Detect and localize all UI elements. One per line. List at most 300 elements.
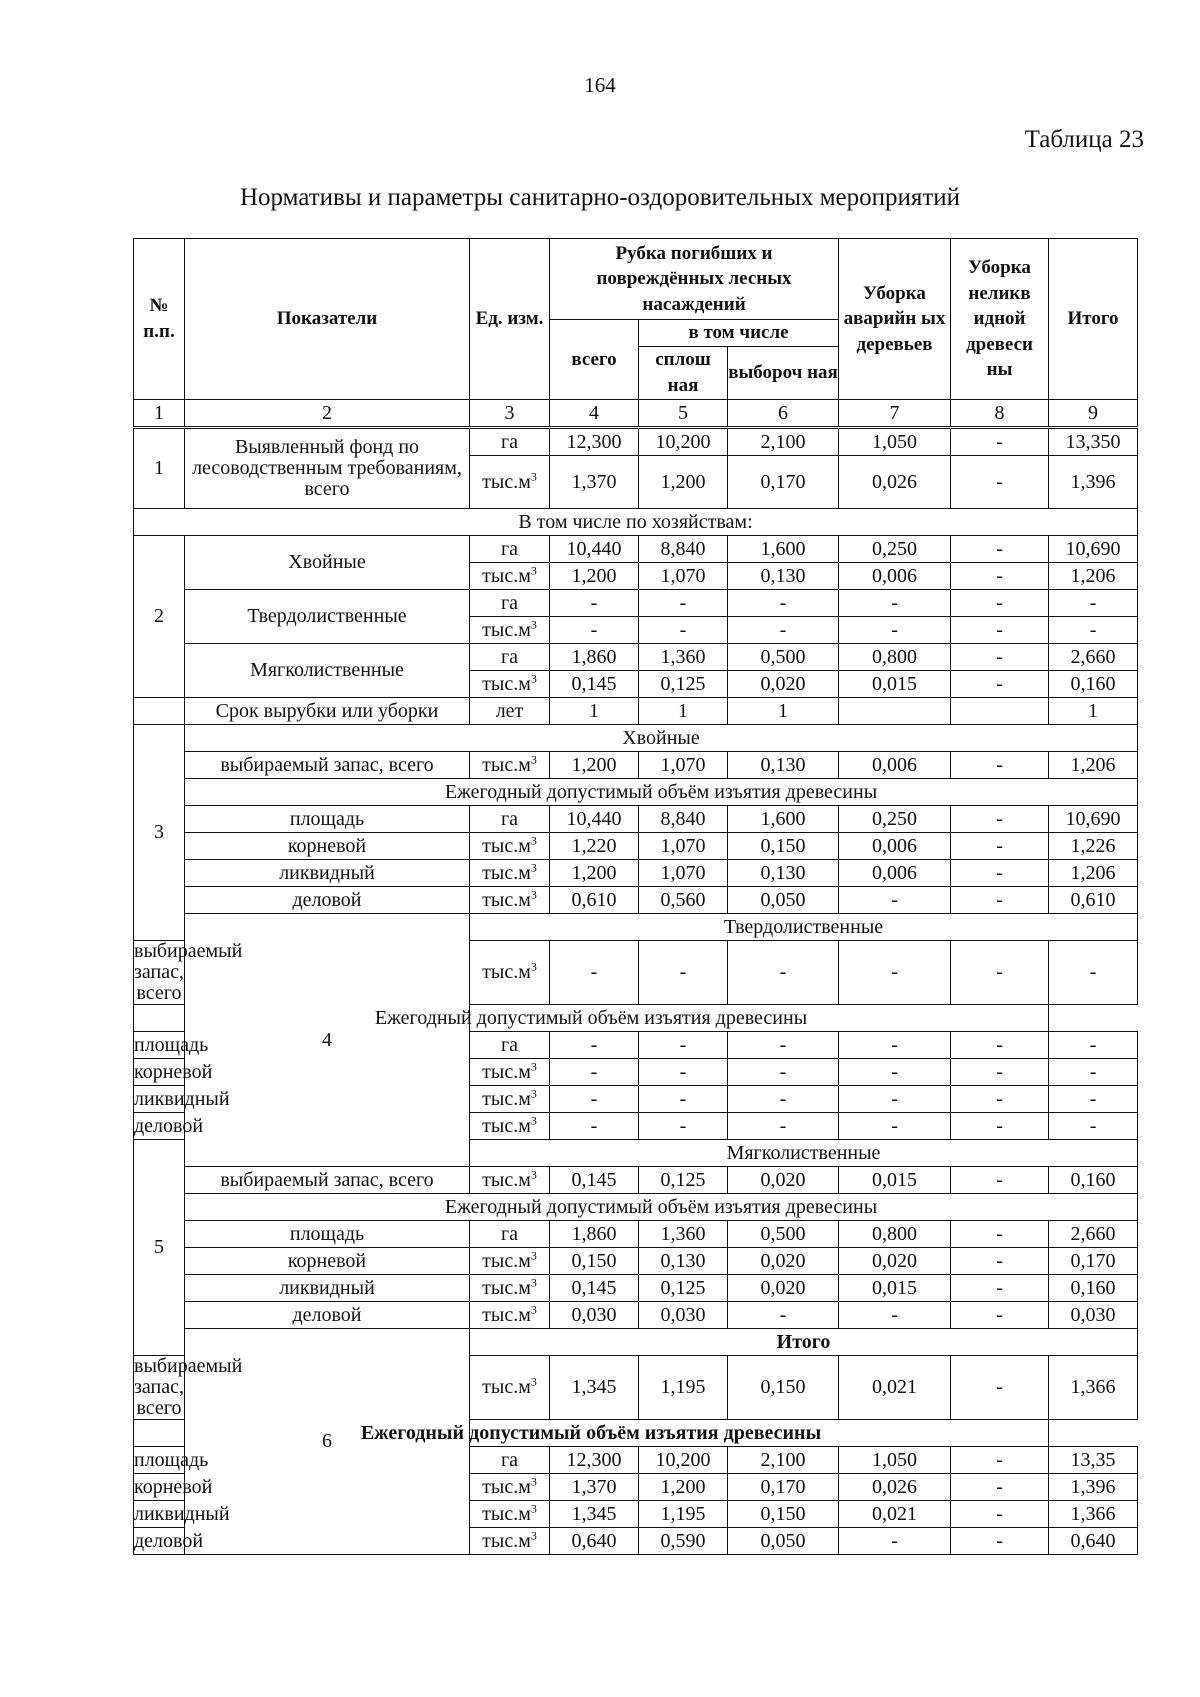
value-cell: 0,500 [728, 644, 839, 671]
value-cell: 1,600 [728, 806, 839, 833]
row-label-cell: деловой [134, 1113, 185, 1140]
value-cell: 1,860 [550, 644, 639, 671]
unit-cell: га [470, 1221, 550, 1248]
value-cell: 0,160 [1049, 1275, 1138, 1302]
value-cell: 1,396 [1049, 1474, 1138, 1501]
row-label-cell: выбираемый запас, всего [185, 752, 470, 779]
value-cell: - [1049, 1113, 1138, 1140]
value-cell: - [951, 860, 1049, 887]
document-title: Нормативы и параметры санитарно-оздоровительных мероприятий [239, 184, 961, 211]
unit-cell [470, 833, 550, 860]
value-cell: - [951, 456, 1049, 509]
value-cell: - [728, 1113, 839, 1140]
row-label-cell: Срок вырубки или уборки [185, 698, 470, 725]
value-cell: - [1049, 617, 1138, 644]
unit-cell [470, 617, 550, 644]
table-row [134, 1302, 1138, 1329]
value-cell: - [951, 1059, 1049, 1086]
unit-cell: га [470, 644, 550, 671]
col-header-unit: Ед. изм. [470, 239, 550, 400]
value-cell: - [951, 1528, 1049, 1555]
value-cell: - [839, 1113, 951, 1140]
value-cell: - [951, 428, 1049, 456]
value-cell: 1 [639, 698, 728, 725]
value-cell: 0,800 [839, 644, 951, 671]
value-cell: 12,300 [550, 428, 639, 456]
value-cell: - [550, 1059, 639, 1086]
section-header-cell: В том числе по хозяйствам: [134, 509, 1138, 536]
unit-superscript: 3 [530, 1274, 537, 1289]
section-subtitle-row [134, 1420, 1138, 1447]
value-cell: 13,35 [1049, 1447, 1138, 1474]
unit-text: тыс.м [482, 1060, 531, 1083]
value-cell: - [951, 806, 1049, 833]
unit-superscript: 3 [530, 886, 537, 901]
value-cell: 0,170 [728, 456, 839, 509]
unit-cell [470, 1086, 550, 1113]
value-cell: - [951, 644, 1049, 671]
value-cell: - [639, 1032, 728, 1059]
value-cell: 0,050 [728, 887, 839, 914]
unit-superscript: 3 [530, 1247, 537, 1262]
row-label-cell: ликвидный [185, 1275, 470, 1302]
value-cell: 0,030 [1049, 1302, 1138, 1329]
table-row [134, 428, 1138, 456]
row-label-cell: деловой [185, 1302, 470, 1329]
value-cell: - [728, 1086, 839, 1113]
section-header-row [134, 509, 1138, 536]
unit-cell: га [470, 806, 550, 833]
table-row [134, 1167, 1138, 1194]
row-number-cell: 5 [134, 1140, 185, 1356]
value-cell: 0,130 [639, 1248, 728, 1275]
value-cell: 0,130 [728, 752, 839, 779]
unit-text: тыс.м [482, 1502, 531, 1525]
value-cell: 1 [1049, 698, 1138, 725]
value-cell: 1,860 [550, 1221, 639, 1248]
value-cell: 0,640 [550, 1528, 639, 1555]
value-cell: 0,006 [839, 563, 951, 590]
value-cell: 0,020 [728, 1248, 839, 1275]
value-cell: - [951, 941, 1049, 1005]
value-cell: 0,015 [839, 1167, 951, 1194]
column-number-cell: 7 [839, 400, 951, 428]
column-number-cell: 2 [185, 400, 470, 428]
section-title-row [134, 1329, 1138, 1356]
value-cell: 12,300 [550, 1447, 639, 1474]
value-cell: - [1049, 1032, 1138, 1059]
row-number-cell: 6 [185, 1329, 470, 1555]
value-cell: 1,195 [639, 1356, 728, 1420]
table-row [134, 806, 1138, 833]
value-cell: - [839, 1528, 951, 1555]
value-cell: - [951, 1275, 1049, 1302]
table-body [134, 400, 1138, 1555]
value-cell: - [951, 833, 1049, 860]
column-number-cell: 9 [1049, 400, 1138, 428]
norms-table [133, 238, 1138, 1555]
value-cell [951, 698, 1049, 725]
value-cell: 10,690 [1049, 806, 1138, 833]
value-cell: 1,345 [550, 1501, 639, 1528]
value-cell: 0,030 [639, 1302, 728, 1329]
section-title-row [134, 914, 1138, 941]
value-cell: - [839, 1059, 951, 1086]
row-label-cell: ликвидный [185, 860, 470, 887]
value-cell: 1,226 [1049, 833, 1138, 860]
value-cell: 1,370 [550, 456, 639, 509]
value-cell: 1,070 [639, 833, 728, 860]
row-label-cell: корневой [134, 1474, 185, 1501]
row-label-cell: выбираемый запас, всего [185, 1167, 470, 1194]
section-title-row [134, 725, 1138, 752]
value-cell: 0,006 [839, 752, 951, 779]
row-label-cell: Мягколиственные [185, 644, 470, 698]
value-cell: - [550, 1032, 639, 1059]
value-cell: 1,345 [550, 1356, 639, 1420]
value-cell: - [839, 617, 951, 644]
value-cell: 0,020 [728, 671, 839, 698]
column-number-cell: 4 [550, 400, 639, 428]
value-cell: 0,150 [728, 1356, 839, 1420]
unit-superscript: 3 [530, 616, 537, 631]
value-cell: - [728, 590, 839, 617]
value-cell: 2,100 [728, 428, 839, 456]
table-row [134, 644, 1138, 671]
table-row [134, 833, 1138, 860]
row-number-cell: 4 [185, 914, 470, 1167]
value-cell: - [550, 941, 639, 1005]
value-cell: 0,026 [839, 456, 951, 509]
table-row [134, 1221, 1138, 1248]
value-cell: 1,070 [639, 563, 728, 590]
header-row-1 [134, 239, 1138, 320]
value-cell: 8,840 [639, 536, 728, 563]
section-title-cell: Итого [470, 1329, 1138, 1356]
section-subtitle-row [134, 1194, 1138, 1221]
value-cell: 0,021 [839, 1501, 951, 1528]
value-cell: 0,800 [839, 1221, 951, 1248]
value-cell: 1,366 [1049, 1501, 1138, 1528]
value-cell: 0,160 [1049, 671, 1138, 698]
col-header-total: всего [550, 320, 639, 400]
unit-cell [470, 671, 550, 698]
value-cell: 0,160 [1049, 1167, 1138, 1194]
table-row [134, 1248, 1138, 1275]
value-cell: 0,020 [728, 1167, 839, 1194]
value-cell: - [1049, 590, 1138, 617]
table-row [134, 860, 1138, 887]
value-cell: 10,440 [550, 536, 639, 563]
value-cell: - [550, 1113, 639, 1140]
value-cell: 1,206 [1049, 860, 1138, 887]
value-cell: - [728, 1032, 839, 1059]
value-cell: 1,396 [1049, 456, 1138, 509]
row-label-cell: площадь [185, 1221, 470, 1248]
value-cell: 0,610 [1049, 887, 1138, 914]
value-cell: 0,006 [839, 860, 951, 887]
section-title-cell: Хвойные [185, 725, 1138, 752]
col-header-illiquid: Уборка неликв идной древеси ны [951, 239, 1049, 400]
unit-cell [470, 1302, 550, 1329]
value-cell: 0,125 [639, 1275, 728, 1302]
unit-text: тыс.м [482, 1276, 531, 1299]
row-label-cell: выбираемый запас, всего [134, 1355, 243, 1419]
value-cell: - [951, 1032, 1049, 1059]
unit-cell [470, 1059, 550, 1086]
value-cell: - [951, 1086, 1049, 1113]
value-cell: 0,030 [550, 1302, 639, 1329]
col-header-num: № п.п. [134, 239, 185, 400]
table-row [134, 752, 1138, 779]
unit-superscript: 3 [530, 1085, 537, 1100]
col-header-selective: выбороч ная [728, 347, 839, 400]
unit-cell: га [470, 1032, 550, 1059]
unit-cell [470, 1356, 550, 1420]
value-cell: - [639, 590, 728, 617]
table-label: Таблица 23 [1024, 126, 1144, 153]
col-header-incl: в том числе [639, 320, 839, 347]
table-row [134, 1275, 1138, 1302]
value-cell: - [951, 590, 1049, 617]
unit-superscript: 3 [530, 1473, 537, 1488]
value-cell: - [639, 941, 728, 1005]
unit-cell [470, 860, 550, 887]
unit-cell: га [470, 590, 550, 617]
value-cell: - [951, 1501, 1049, 1528]
value-cell: 1,050 [839, 1447, 951, 1474]
column-number-cell: 5 [639, 400, 728, 428]
value-cell: 0,021 [839, 1356, 951, 1420]
value-cell: 1,366 [1049, 1356, 1138, 1420]
value-cell: 0,026 [839, 1474, 951, 1501]
unit-text: тыс.м [482, 1529, 531, 1552]
column-number-cell: 6 [728, 400, 839, 428]
value-cell: 0,125 [639, 671, 728, 698]
value-cell: - [639, 1113, 728, 1140]
value-cell: 0,610 [550, 887, 639, 914]
value-cell: 10,440 [550, 806, 639, 833]
value-cell: - [951, 1113, 1049, 1140]
value-cell: 1,200 [639, 1474, 728, 1501]
row-label-cell: ликвидный [134, 1086, 185, 1113]
value-cell: - [951, 1221, 1049, 1248]
value-cell: 0,640 [1049, 1528, 1138, 1555]
unit-text: тыс.м [482, 618, 531, 641]
value-cell: - [839, 887, 951, 914]
value-cell: 1,206 [1049, 563, 1138, 590]
unit-text: тыс.м [482, 753, 531, 776]
row-label-cell: Выявленный фонд по лесоводственным требованиям, всего [185, 428, 470, 509]
column-number-cell: 1 [134, 400, 185, 428]
unit-cell [470, 1248, 550, 1275]
unit-cell [470, 1167, 550, 1194]
row-label-cell: корневой [185, 1248, 470, 1275]
value-cell: - [1049, 1059, 1138, 1086]
value-cell: 2,660 [1049, 1221, 1138, 1248]
row-number-cell: 1 [134, 428, 185, 509]
unit-text: тыс.м [482, 1475, 531, 1498]
unit-cell [470, 941, 550, 1005]
unit-superscript: 3 [530, 468, 537, 483]
value-cell: 1,360 [639, 1221, 728, 1248]
value-cell: 1 [728, 698, 839, 725]
section-subtitle-cell: Ежегодный допустимый объём изъятия древесины [185, 779, 1138, 806]
value-cell: 1,200 [550, 563, 639, 590]
unit-superscript: 3 [530, 1527, 537, 1542]
unit-superscript: 3 [530, 832, 537, 847]
value-cell: - [951, 1474, 1049, 1501]
value-cell: 1,370 [550, 1474, 639, 1501]
value-cell: 1,600 [728, 536, 839, 563]
value-cell: 0,015 [839, 1275, 951, 1302]
unit-superscript: 3 [530, 1112, 537, 1127]
column-number-row [134, 400, 1138, 428]
table-row [134, 536, 1138, 563]
unit-cell [470, 1501, 550, 1528]
value-cell: 0,020 [728, 1275, 839, 1302]
value-cell: - [728, 1059, 839, 1086]
unit-superscript: 3 [530, 1374, 537, 1389]
value-cell: 1 [550, 698, 639, 725]
value-cell: - [550, 617, 639, 644]
col-header-sum: Итого [1049, 239, 1138, 400]
unit-superscript: 3 [530, 859, 537, 874]
unit-cell [470, 456, 550, 509]
row-label-cell: деловой [134, 1528, 185, 1555]
unit-cell [470, 887, 550, 914]
value-cell: 1,200 [550, 752, 639, 779]
unit-cell: га [470, 1447, 550, 1474]
row-number-cell [134, 698, 185, 725]
value-cell: 1,050 [839, 428, 951, 456]
value-cell: 0,145 [550, 1167, 639, 1194]
column-number-cell: 8 [951, 400, 1049, 428]
unit-text: тыс.м [482, 564, 531, 587]
value-cell: 1,206 [1049, 752, 1138, 779]
value-cell: 0,150 [728, 1501, 839, 1528]
value-cell: 10,200 [639, 428, 728, 456]
section-subtitle-row [134, 779, 1138, 806]
value-cell: 1,200 [550, 860, 639, 887]
unit-cell [470, 752, 550, 779]
unit-cell [470, 563, 550, 590]
value-cell: - [839, 1086, 951, 1113]
section-subtitle-cell: Ежегодный допустимый объём изъятия древесины [134, 1420, 1049, 1447]
unit-text: тыс.м [482, 672, 531, 695]
unit-superscript: 3 [530, 562, 537, 577]
value-cell: - [951, 671, 1049, 698]
value-cell: 0,130 [728, 860, 839, 887]
value-cell: 0,170 [1049, 1248, 1138, 1275]
value-cell: 1,195 [639, 1501, 728, 1528]
unit-cell [470, 1113, 550, 1140]
value-cell: 0,145 [550, 1275, 639, 1302]
col-header-felling: Рубка погибших и повреждённых лесных насаждений [550, 239, 839, 320]
value-cell: - [728, 941, 839, 1005]
unit-text: тыс.м [482, 1114, 531, 1137]
value-cell: - [951, 1302, 1049, 1329]
value-cell: 1,360 [639, 644, 728, 671]
value-cell: 2,660 [1049, 644, 1138, 671]
value-cell: - [951, 617, 1049, 644]
unit-cell [470, 1474, 550, 1501]
value-cell: - [951, 1167, 1049, 1194]
unit-cell: лет [470, 698, 550, 725]
unit-superscript: 3 [530, 1166, 537, 1181]
unit-superscript: 3 [530, 1301, 537, 1316]
value-cell: 0,500 [728, 1221, 839, 1248]
row-label-cell: площадь [134, 1447, 185, 1474]
value-cell: - [728, 617, 839, 644]
value-cell: - [951, 563, 1049, 590]
value-cell: - [951, 752, 1049, 779]
value-cell: 8,840 [639, 806, 728, 833]
unit-cell: га [470, 536, 550, 563]
page-number: 164 [584, 73, 616, 97]
value-cell: - [951, 1248, 1049, 1275]
section-subtitle-cell: Ежегодный допустимый объём изъятия древесины [134, 1005, 1049, 1032]
value-cell: - [550, 590, 639, 617]
col-header-emergency: Уборка аварийн ых деревьев [839, 239, 951, 400]
unit-cell [470, 1528, 550, 1555]
value-cell: - [839, 941, 951, 1005]
value-cell: 0,130 [728, 563, 839, 590]
norms-table-container [133, 238, 1137, 1555]
row-label-cell: площадь [185, 806, 470, 833]
unit-text: тыс.м [482, 834, 531, 857]
value-cell: - [1049, 1086, 1138, 1113]
value-cell: 10,200 [639, 1447, 728, 1474]
unit-text: тыс.м [482, 1249, 531, 1272]
value-cell: 1,220 [550, 833, 639, 860]
value-cell: 0,250 [839, 536, 951, 563]
row-number-cell: 3 [134, 725, 185, 941]
table-row [134, 698, 1138, 725]
unit-text: тыс.м [482, 1168, 531, 1191]
value-cell: - [839, 1032, 951, 1059]
value-cell: 0,250 [839, 806, 951, 833]
unit-text: тыс.м [482, 1376, 531, 1398]
value-cell: 1,200 [639, 456, 728, 509]
row-label-cell: площадь [134, 1032, 185, 1059]
section-title-cell: Твердолиственные [470, 914, 1138, 941]
unit-superscript: 3 [530, 670, 537, 685]
value-cell: 0,006 [839, 833, 951, 860]
section-title-cell: Мягколиственные [470, 1140, 1138, 1167]
unit-superscript: 3 [530, 959, 537, 974]
value-cell: 0,170 [728, 1474, 839, 1501]
row-label-cell: выбираемый запас, всего [134, 940, 243, 1004]
value-cell: - [728, 1302, 839, 1329]
value-cell: 13,350 [1049, 428, 1138, 456]
table-row [134, 590, 1138, 617]
section-subtitle-row [134, 1005, 1138, 1032]
value-cell: 1,070 [639, 752, 728, 779]
value-cell: 1,070 [639, 860, 728, 887]
value-cell: 0,050 [728, 1528, 839, 1555]
row-label-cell: корневой [185, 833, 470, 860]
value-cell: - [951, 536, 1049, 563]
value-cell: 0,150 [728, 833, 839, 860]
value-cell: - [839, 590, 951, 617]
value-cell: - [639, 617, 728, 644]
unit-text: тыс.м [482, 961, 531, 983]
value-cell: 0,020 [839, 1248, 951, 1275]
row-label-cell: ликвидный [134, 1501, 185, 1528]
value-cell: - [639, 1086, 728, 1113]
value-cell: 0,125 [639, 1167, 728, 1194]
